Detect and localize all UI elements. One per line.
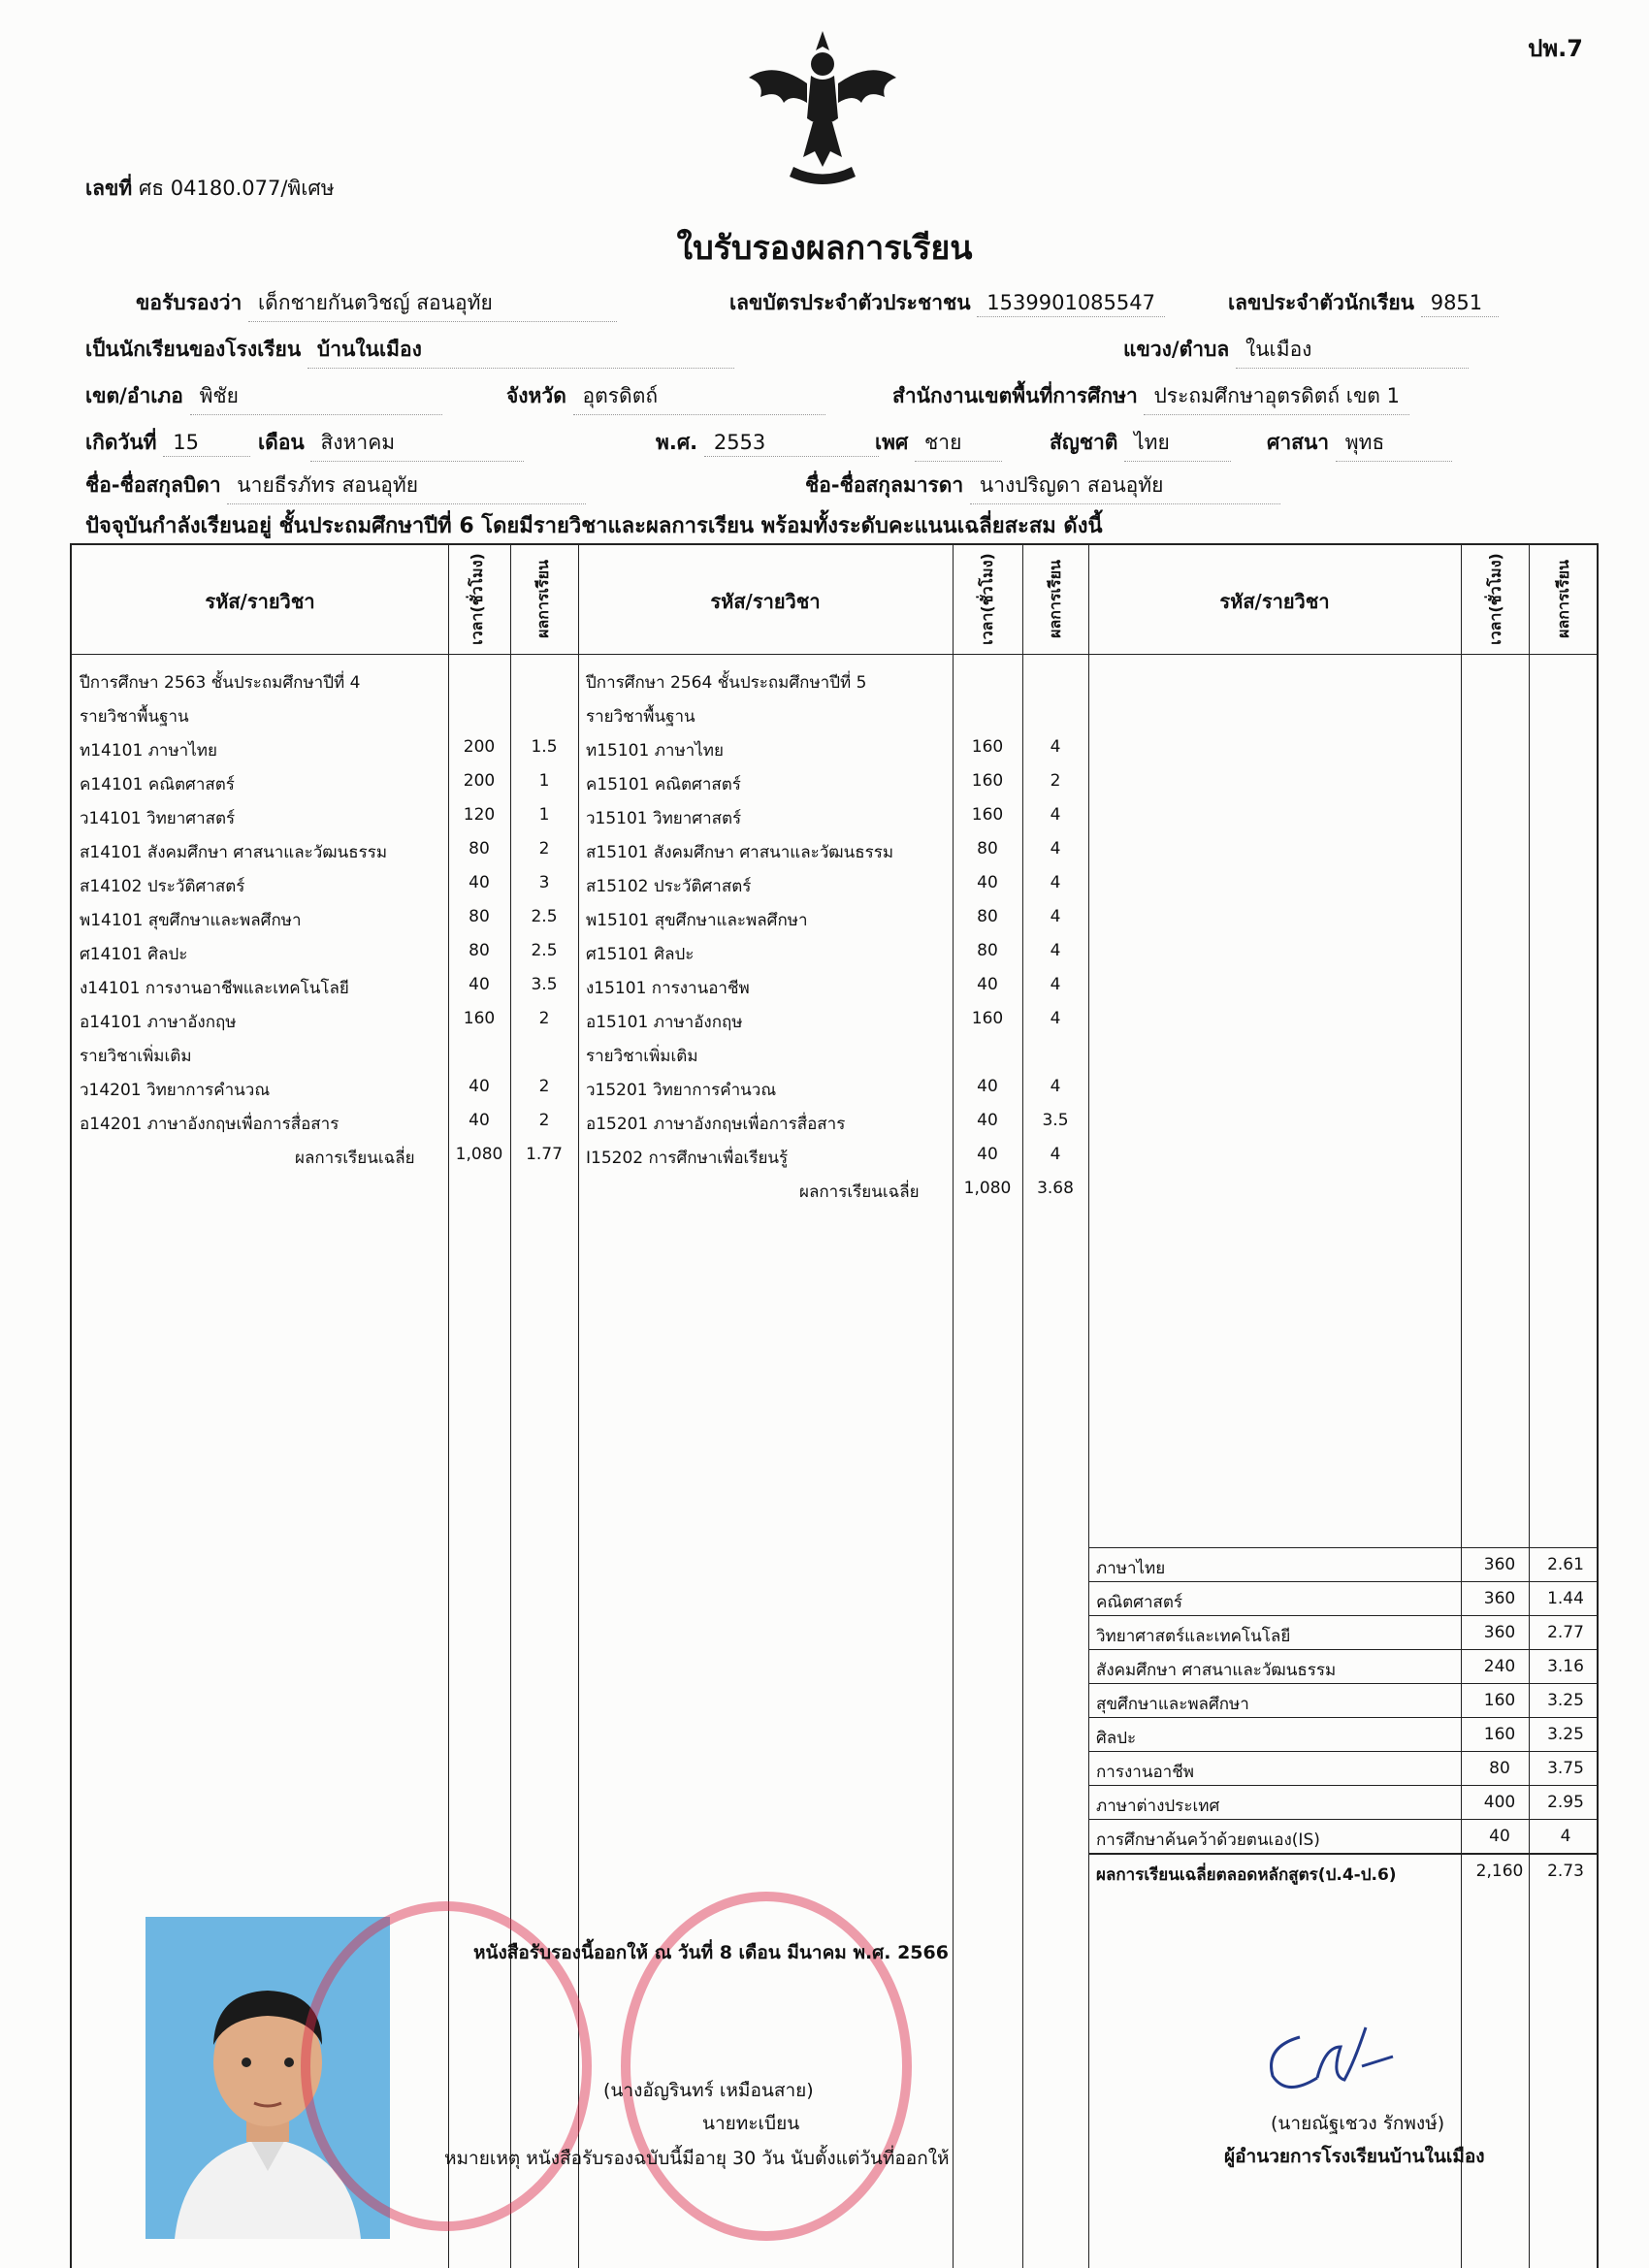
student-name: เด็กชายกันตวิชญ์ สอนอุทัย (248, 287, 617, 322)
grade-cell: 4 (1050, 975, 1061, 994)
table-row: อ15201 ภาษาอังกฤษเพื่อการสื่อสาร (586, 1115, 846, 1134)
table-row (1088, 1615, 1597, 1649)
table-row (1088, 1717, 1597, 1751)
summary-subject: วิทยาศาสตร์และเทคโนโลยี (1096, 1627, 1291, 1646)
summary-total-hours: 2,160 (1475, 1862, 1524, 1881)
table-row: ว15201 วิทยาการคำนวณ (586, 1081, 777, 1100)
header-subject-3: รหัส/รายวิชา (1219, 590, 1330, 613)
director-signature-icon (1257, 2008, 1403, 2105)
header-hours-2: เวลา(ชั่วโมง) (977, 552, 996, 645)
summary-hours: 80 (1489, 1759, 1510, 1778)
summary-hours: 360 (1483, 1555, 1516, 1574)
header-subject-2: รหัส/รายวิชา (710, 590, 821, 613)
summary-grade: 3.25 (1547, 1691, 1584, 1710)
summary-total-label: ผลการเรียนเฉลี่ยตลอดหลักสูตร(ป.4-ป.6) (1096, 1865, 1397, 1885)
grade-cell: 2 (538, 839, 550, 859)
grade-cell: 4 (1050, 873, 1061, 892)
table-row: ว14201 วิทยาการคำนวณ (80, 1081, 271, 1100)
area-office-line (892, 380, 1409, 415)
hours-cell: 40 (469, 873, 490, 892)
year1-heading: ปีการศึกษา 2563 ชั้นประถมศึกษาปีที่ 4 (80, 673, 361, 693)
summary-subject: ภาษาไทย (1096, 1559, 1166, 1578)
grade-cell: 2 (538, 1111, 550, 1130)
table-row: ว14101 วิทยาศาสตร์ (80, 809, 236, 828)
hours-cell: 80 (977, 941, 998, 960)
summary-hours: 360 (1483, 1589, 1516, 1608)
hours-cell: 80 (469, 907, 490, 926)
table-row: ท14101 ภาษาไทย (80, 741, 217, 761)
registrar-title: นายทะเบียน (702, 2113, 800, 2134)
area-office-label: สำนักงานเขตพื้นที่การศึกษา (892, 384, 1138, 407)
grade-cell: 4 (1050, 737, 1061, 757)
grade-cell: 4 (1050, 1145, 1061, 1164)
hours-cell: 80 (977, 839, 998, 859)
father-label: ชื่อ-ชื่อสกุลบิดา (85, 473, 221, 497)
grade-cell: 4 (1050, 805, 1061, 825)
table-row (1088, 1819, 1597, 1853)
hours-cell: 80 (469, 839, 490, 859)
birth-day-value: 15 (163, 431, 250, 457)
student-id-label: เลขประจำตัวนักเรียน (1228, 291, 1415, 314)
hours-cell: 40 (977, 975, 998, 994)
header-hours-1: เวลา(ชั่วโมง) (467, 552, 486, 645)
summary-grade: 3.75 (1547, 1759, 1584, 1778)
summary-hours: 240 (1483, 1657, 1516, 1676)
province-value: อุตรดิตถ์ (573, 380, 825, 415)
year2-avg-hours: 1,080 (963, 1179, 1012, 1198)
table-row: ท15101 ภาษาไทย (586, 741, 724, 761)
hours-cell: 160 (971, 771, 1004, 791)
grade-cell: 2.5 (531, 941, 558, 960)
hours-cell: 80 (977, 907, 998, 926)
page-title: ใบรับรองผลการเรียน (676, 229, 973, 268)
grade-cell: 4 (1050, 1077, 1061, 1096)
summary-total-row (1088, 1853, 1597, 1887)
hours-cell: 40 (469, 1111, 490, 1130)
hours-cell: 80 (469, 941, 490, 960)
student-id-value: 9851 (1421, 291, 1499, 317)
table-row: ง14101 การงานอาชีพและเทคโนโลยี (80, 979, 349, 998)
table-row: I15202 การศึกษาเพื่อเรียนรู้ (586, 1149, 789, 1168)
director-name: (นายณัฐเชวง รักพงษ์) (1271, 2113, 1445, 2134)
table-row: ง15101 การงานอาชีพ (586, 979, 750, 998)
subdistrict-value: ในเมือง (1236, 334, 1469, 369)
certify-line (136, 287, 617, 322)
subdistrict-label: แขวง/ตำบล (1123, 338, 1230, 361)
grade-cell: 3.5 (1042, 1111, 1069, 1130)
table-row: ศ15101 ศิลปะ (586, 945, 695, 964)
birth-year-value: 2553 (704, 431, 879, 457)
hours-cell: 40 (469, 975, 490, 994)
document-number-value: ศธ 04180.077/พิเศษ (138, 177, 335, 200)
school-label: เป็นนักเรียนของโรงเรียน (85, 338, 302, 361)
issue-date: หนังสือรับรองนี้ออกให้ ณ วันที่ 8 เดือน มีนาคม พ.ศ. 2566 (473, 1942, 949, 1963)
birth-year-label: พ.ศ. (656, 431, 698, 454)
header-hours-3: เวลา(ชั่วโมง) (1485, 552, 1504, 645)
sex-value: ชาย (915, 427, 1002, 462)
year2-extra-label: รายวิชาเพิ่มเติม (586, 1047, 698, 1066)
grade-cell: 1 (538, 771, 550, 791)
header-grade-3: ผลการเรียน (1553, 559, 1572, 638)
summary-grade: 2.77 (1547, 1623, 1584, 1642)
grade-cell: 3 (538, 873, 550, 892)
hours-cell: 160 (971, 1009, 1004, 1028)
summary-grade: 3.16 (1547, 1657, 1584, 1676)
summary-hours: 360 (1483, 1623, 1516, 1642)
summary-hours: 160 (1483, 1725, 1516, 1744)
year1-avg-grade: 1.77 (526, 1145, 563, 1164)
table-row: พ15101 สุขศึกษาและพลศึกษา (586, 911, 808, 930)
summary-hours: 160 (1483, 1691, 1516, 1710)
year2-basic-label: รายวิชาพื้นฐาน (586, 707, 695, 727)
table-row: อ15101 ภาษาอังกฤษ (586, 1013, 743, 1032)
school-line (85, 334, 734, 369)
intro-text: ปัจจุบันกำลังเรียนอยู่ ชั้นประถมศึกษาปีที่ 6 โดยมีรายวิชาและผลการเรียน พร้อมทั้งระดับคะแนนเฉลี่ยสะสม ดังนี้ (85, 514, 1103, 538)
summary-subject: สุขศึกษาและพลศึกษา (1096, 1695, 1249, 1714)
year1-extra-label: รายวิชาเพิ่มเติม (80, 1047, 192, 1066)
table-row (1088, 1751, 1597, 1785)
district-value: พิชัย (190, 380, 442, 415)
grade-cell: 4 (1050, 941, 1061, 960)
grade-cell: 1 (538, 805, 550, 825)
id-card-line (729, 287, 1165, 319)
religion-label: ศาสนา (1267, 431, 1330, 454)
table-row: ว15101 วิทยาศาสตร์ (586, 809, 742, 828)
summary-grade: 4 (1560, 1827, 1571, 1846)
province-line (506, 380, 825, 415)
grade-cell: 4 (1050, 839, 1061, 859)
hours-cell: 160 (971, 805, 1004, 825)
table-row: ส15102 ประวัติศาสตร์ (586, 877, 752, 896)
table-row (1088, 1547, 1597, 1581)
year1-avg-label: ผลการเรียนเฉลี่ย (295, 1149, 415, 1168)
summary-subject: ภาษาต่างประเทศ (1096, 1797, 1220, 1816)
summary-grade: 2.61 (1547, 1555, 1584, 1574)
director-title: ผู้อำนวยการโรงเรียนบ้านในเมือง (1224, 2146, 1485, 2167)
table-row: อ14101 ภาษาอังกฤษ (80, 1013, 237, 1032)
hours-cell: 160 (463, 1009, 496, 1028)
grade-cell: 2 (1050, 771, 1061, 791)
hours-cell: 40 (977, 873, 998, 892)
sex-line (875, 427, 1002, 462)
year2-heading: ปีการศึกษา 2564 ชั้นประถมศึกษาปีที่ 5 (586, 673, 867, 693)
table-row: ค15101 คณิตศาสตร์ (586, 775, 741, 794)
student-id-line (1228, 287, 1499, 319)
religion-value: พุทธ (1336, 427, 1452, 462)
hours-cell: 40 (977, 1145, 998, 1164)
grade-cell: 4 (1050, 1009, 1061, 1028)
table-row: อ14201 ภาษาอังกฤษเพื่อการสื่อสาร (80, 1115, 340, 1134)
header-grade-1: ผลการเรียน (533, 559, 552, 638)
id-card-value: 1539901085547 (977, 291, 1165, 317)
area-office-value: ประถมศึกษาอุตรดิตถ์ เขต 1 (1144, 380, 1409, 415)
year2-avg-grade: 3.68 (1037, 1179, 1074, 1198)
province-label: จังหวัด (506, 384, 566, 407)
nationality-label: สัญชาติ (1050, 431, 1118, 454)
grade-cell: 2 (538, 1077, 550, 1096)
birth-day-label: เกิดวันที่ (85, 431, 157, 454)
summary-grade: 3.25 (1547, 1725, 1584, 1744)
birth-month-line (258, 427, 524, 462)
year1-avg-hours: 1,080 (455, 1145, 503, 1164)
grade-cell: 4 (1050, 907, 1061, 926)
hours-cell: 200 (463, 737, 496, 757)
grade-cell: 3.5 (531, 975, 558, 994)
summary-grade: 1.44 (1547, 1589, 1584, 1608)
registrar-name: (นางอัญรินทร์ เหมือนสาย) (603, 2080, 814, 2101)
summary-grade: 2.95 (1547, 1793, 1584, 1812)
summary-subject: การศึกษาค้นคว้าด้วยตนเอง(IS) (1096, 1831, 1320, 1850)
grade-cell: 2 (538, 1009, 550, 1028)
hours-cell: 120 (463, 805, 496, 825)
table-row: ส14102 ประวัติศาสตร์ (80, 877, 245, 896)
table-row (1088, 1581, 1597, 1615)
summary-hours: 400 (1483, 1793, 1516, 1812)
mother-line (805, 470, 1280, 504)
garuda-emblem-icon (735, 21, 910, 196)
district-line (85, 380, 442, 415)
subdistrict-line (1123, 334, 1469, 369)
hours-cell: 160 (971, 737, 1004, 757)
table-row: ศ14101 ศิลปะ (80, 945, 188, 964)
birth-month-value: สิงหาคม (310, 427, 524, 462)
table-row: ส14101 สังคมศึกษา ศาสนาและวัฒนธรรม (80, 843, 388, 862)
year1-basic-label: รายวิชาพื้นฐาน (80, 707, 189, 727)
validity-note: หมายเหตุ หนังสือรับรองฉบับนี้มีอายุ 30 วัน นับตั้งแต่วันที่ออกให้ (444, 2148, 950, 2169)
header-grade-2: ผลการเรียน (1045, 559, 1064, 638)
form-code: ปพ.7 (1528, 35, 1583, 62)
religion-line (1267, 427, 1452, 462)
document-number (85, 173, 335, 205)
nationality-line (1050, 427, 1231, 462)
nationality-value: ไทย (1124, 427, 1231, 462)
table-row: ส15101 สังคมศึกษา ศาสนาและวัฒนธรรม (586, 843, 894, 862)
grade-cell: 1.5 (531, 737, 558, 757)
mother-label: ชื่อ-ชื่อสกุลมารดา (805, 473, 964, 497)
id-card-label: เลขบัตรประจำตัวประชาชน (729, 291, 971, 314)
birth-year-line (656, 427, 879, 459)
summary-subject: สังคมศึกษา ศาสนาและวัฒนธรรม (1096, 1661, 1337, 1680)
certify-label: ขอรับรองว่า (136, 291, 242, 314)
header-subject-1: รหัส/รายวิชา (205, 590, 315, 613)
table-row (1088, 1785, 1597, 1819)
summary-subject: การงานอาชีพ (1096, 1763, 1194, 1782)
table-row: พ14101 สุขศึกษาและพลศึกษา (80, 911, 302, 930)
school-value: บ้านในเมือง (307, 334, 734, 369)
table-row (1088, 1683, 1597, 1717)
document-number-label: เลขที่ (85, 177, 133, 200)
father-value: นายธีรภัทร สอนอุทัย (227, 470, 586, 504)
summary-hours: 40 (1489, 1827, 1510, 1846)
summary-total-grade: 2.73 (1547, 1862, 1584, 1881)
hours-cell: 40 (469, 1077, 490, 1096)
hours-cell: 40 (977, 1111, 998, 1130)
table-row (1088, 1649, 1597, 1683)
summary-subject: คณิตศาสตร์ (1096, 1593, 1183, 1612)
summary-subject: ศิลปะ (1096, 1729, 1137, 1748)
sex-label: เพศ (875, 431, 909, 454)
birth-month-label: เดือน (258, 431, 305, 454)
hours-cell: 40 (977, 1077, 998, 1096)
hours-cell: 200 (463, 771, 496, 791)
table-row: ค14101 คณิตศาสตร์ (80, 775, 235, 794)
father-line (85, 470, 586, 504)
mother-value: นางปริญดา สอนอุทัย (970, 470, 1280, 504)
grade-cell: 2.5 (531, 907, 558, 926)
birth-day-line (85, 427, 250, 459)
year2-avg-label: ผลการเรียนเฉลี่ย (799, 1183, 920, 1202)
district-label: เขต/อำเภอ (85, 384, 183, 407)
